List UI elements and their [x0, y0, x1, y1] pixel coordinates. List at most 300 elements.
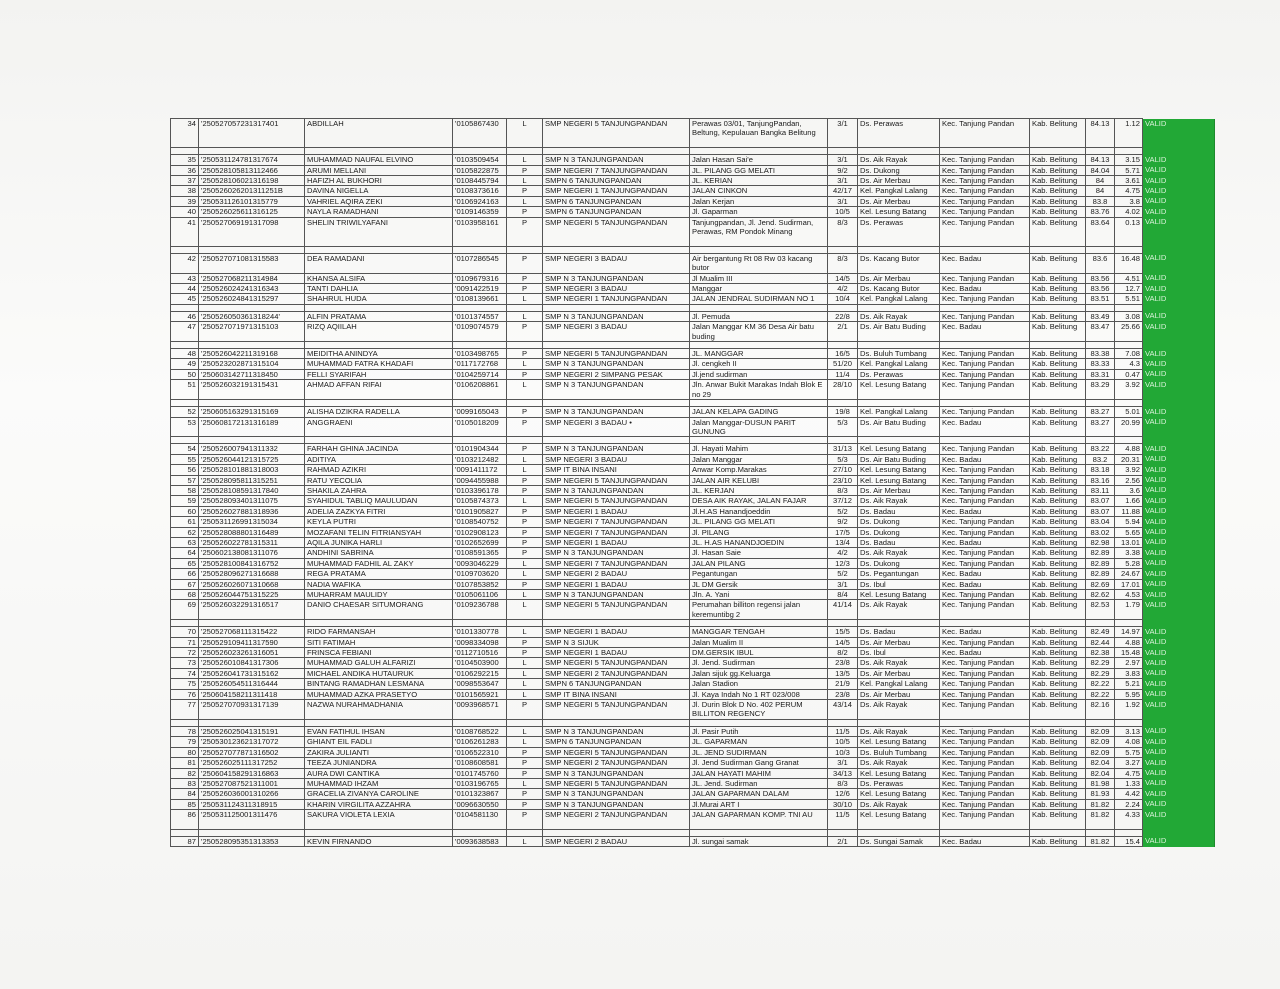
- row-number-cell: 58: [171, 485, 199, 495]
- address-cell: DESA AIK RAYAK, JALAN FAJAR: [690, 496, 828, 506]
- rt-rw-cell: 42/17: [828, 186, 858, 196]
- spacer-cell: [507, 719, 543, 726]
- table-row: [171, 778, 1215, 788]
- nisn-cell: '0112710516: [453, 648, 507, 658]
- gender-cell: L: [507, 558, 543, 568]
- status-badge-cell: VALID: [1143, 165, 1215, 175]
- district-cell: Kec. Tanjung Pandan: [940, 668, 1030, 678]
- address-cell: JALAN JENDRAL SUDIRMAN NO 1: [690, 294, 828, 304]
- village-cell: Ds. Air Merbau: [858, 637, 940, 647]
- table-row: [171, 789, 1215, 799]
- rt-rw-cell: 5/3: [828, 454, 858, 464]
- village-cell: Ds. Air Merbau: [858, 273, 940, 283]
- spacer-cell: [690, 620, 828, 627]
- row-number-cell: 87: [171, 836, 199, 846]
- distance-cell: 4.53: [1115, 590, 1143, 600]
- district-cell: Kec. Tanjung Pandan: [940, 590, 1030, 600]
- row-number-cell: 46: [171, 311, 199, 321]
- origin-school-cell: SMP N 3 TANJUNGPANDAN: [543, 444, 690, 454]
- distance-cell: 0.47: [1115, 369, 1143, 379]
- spacer-cell: [1030, 719, 1086, 726]
- nisn-cell: '0109074579: [453, 322, 507, 342]
- row-number-cell: 42: [171, 253, 199, 273]
- distance-cell: 3.38: [1115, 548, 1143, 558]
- address-cell: Jl. cengkeh II: [690, 359, 828, 369]
- address-cell: JL. PILANG GG MELATI: [690, 517, 828, 527]
- district-cell: Kec. Tanjung Pandan: [940, 737, 1030, 747]
- origin-school-cell: SMPN 6 TANJUNGPANDAN: [543, 176, 690, 186]
- nisn-cell: '0107286545: [453, 253, 507, 273]
- row-number-cell: 38: [171, 186, 199, 196]
- row-number-cell: 43: [171, 273, 199, 283]
- registration-number-cell: '250526027881318936: [199, 506, 305, 516]
- spacer-cell: [1030, 620, 1086, 627]
- row-number-cell: 44: [171, 284, 199, 294]
- status-badge-cell: VALID: [1143, 600, 1215, 620]
- nisn-cell: '0103396178: [453, 485, 507, 495]
- spacer-cell: [171, 829, 199, 836]
- gender-cell: P: [507, 758, 543, 768]
- spacer-cell: [1115, 620, 1143, 627]
- district-cell: Kec. Tanjung Pandan: [940, 207, 1030, 217]
- student-name-cell: SAKURA VIOLETA LEXIA: [305, 810, 453, 830]
- address-cell: Jl.Murai ART I: [690, 799, 828, 809]
- status-badge-cell: VALID: [1143, 207, 1215, 217]
- regency-cell: Kab. Belitung: [1030, 475, 1086, 485]
- regency-cell: Kab. Belitung: [1030, 778, 1086, 788]
- nisn-cell: '0106261283: [453, 737, 507, 747]
- student-name-cell: ADITIYA: [305, 454, 453, 464]
- score-cell: 82.09: [1086, 726, 1115, 736]
- spacer-cell: [171, 437, 199, 444]
- rt-rw-cell: 10/5: [828, 737, 858, 747]
- rt-rw-cell: 41/14: [828, 600, 858, 620]
- table-row: [171, 359, 1215, 369]
- nisn-cell: '0103509454: [453, 155, 507, 165]
- student-name-cell: MUHAMMAD GALUH ALFARIZI: [305, 658, 453, 668]
- row-number-cell: 76: [171, 689, 199, 699]
- distance-cell: 5.28: [1115, 558, 1143, 568]
- origin-school-cell: SMP NEGERI 5 TANJUNGPANDAN: [543, 119, 690, 148]
- table-row: [171, 517, 1215, 527]
- status-badge-cell: VALID: [1143, 475, 1215, 485]
- registration-number-cell: '250526007941311332: [199, 444, 305, 454]
- district-cell: Kec. Tanjung Pandan: [940, 517, 1030, 527]
- spacer-cell: [305, 437, 453, 444]
- row-number-cell: 73: [171, 658, 199, 668]
- village-cell: Ds. Air Merbau: [858, 668, 940, 678]
- nisn-cell: '0101374557: [453, 311, 507, 321]
- spacer-cell: [858, 246, 940, 253]
- nisn-cell: '0105061106: [453, 590, 507, 600]
- spacer-cell: [507, 246, 543, 253]
- regency-cell: Kab. Belitung: [1030, 648, 1086, 658]
- village-cell: Kel. Lesung Batang: [858, 444, 940, 454]
- spacer-cell: [858, 437, 940, 444]
- nisn-cell: '0099165043: [453, 407, 507, 417]
- distance-cell: 15.48: [1115, 648, 1143, 658]
- registration-number-cell: '250528100841316752: [199, 558, 305, 568]
- nisn-cell: '0101745760: [453, 768, 507, 778]
- row-number-cell: 79: [171, 737, 199, 747]
- registration-number-cell: '250528095811315251: [199, 475, 305, 485]
- spacer-cell: [543, 829, 690, 836]
- status-badge-cell: VALID: [1143, 627, 1215, 637]
- registration-number-cell: '250526024241316343: [199, 284, 305, 294]
- status-badge-cell: VALID: [1143, 648, 1215, 658]
- nisn-cell: '0101565921: [453, 689, 507, 699]
- row-number-cell: 70: [171, 627, 199, 637]
- spacer-cell: [858, 829, 940, 836]
- district-cell: Kec. Tanjung Pandan: [940, 407, 1030, 417]
- origin-school-cell: SMP NEGERI 5 TANJUNGPANDAN: [543, 600, 690, 620]
- status-badge-cell: VALID: [1143, 176, 1215, 186]
- spacer-cell: [199, 148, 305, 155]
- regency-cell: Kab. Belitung: [1030, 537, 1086, 547]
- spacer-cell: [940, 246, 1030, 253]
- status-badge-cell: VALID: [1143, 668, 1215, 678]
- status-badge-cell: VALID: [1143, 527, 1215, 537]
- district-cell: Kec. Tanjung Pandan: [940, 789, 1030, 799]
- address-cell: JALAN GAPARMAN KOMP. TNI AU: [690, 810, 828, 830]
- gender-cell: P: [507, 444, 543, 454]
- village-cell: Ds. Air Merbau: [858, 176, 940, 186]
- district-cell: Kec. Tanjung Pandan: [940, 548, 1030, 558]
- table-body: [171, 119, 1215, 847]
- spacer-cell: [1030, 304, 1086, 311]
- gender-cell: P: [507, 648, 543, 658]
- row-number-cell: 41: [171, 217, 199, 246]
- nisn-cell: '0106208861: [453, 380, 507, 400]
- row-number-cell: 37: [171, 176, 199, 186]
- gender-cell: L: [507, 668, 543, 678]
- table-row: [171, 253, 1215, 273]
- spacer-cell: [1143, 400, 1215, 407]
- village-cell: Ds. Dukong: [858, 517, 940, 527]
- registration-number-cell: '250526044751315225: [199, 590, 305, 600]
- regency-cell: Kab. Belitung: [1030, 726, 1086, 736]
- gender-cell: P: [507, 322, 543, 342]
- student-name-cell: SYAHIDUL TABLIQ MAULUDAN: [305, 496, 453, 506]
- distance-cell: 17.01: [1115, 579, 1143, 589]
- table-row: [171, 176, 1215, 186]
- origin-school-cell: SMP NEGERI 7 TANJUNGPANDAN: [543, 527, 690, 537]
- village-cell: Ds. Aik Rayak: [858, 726, 940, 736]
- gender-cell: P: [507, 417, 543, 437]
- rt-rw-cell: 3/1: [828, 579, 858, 589]
- gender-cell: P: [507, 747, 543, 757]
- spacer-cell: [690, 148, 828, 155]
- spacer-cell: [1086, 342, 1115, 349]
- distance-cell: 3.61: [1115, 176, 1143, 186]
- regency-cell: Kab. Belitung: [1030, 496, 1086, 506]
- distance-cell: 11.88: [1115, 506, 1143, 516]
- row-number-cell: 56: [171, 465, 199, 475]
- registration-number-cell: '250526032291316517: [199, 600, 305, 620]
- status-badge-cell: VALID: [1143, 726, 1215, 736]
- origin-school-cell: SMP N 3 TANJUNGPANDAN: [543, 155, 690, 165]
- village-cell: Kel. Lesung Batang: [858, 737, 940, 747]
- gender-cell: L: [507, 496, 543, 506]
- spacer-cell: [828, 620, 858, 627]
- village-cell: Ds. Perawas: [858, 778, 940, 788]
- status-badge-cell: VALID: [1143, 311, 1215, 321]
- spacer-cell: [828, 719, 858, 726]
- spacer-cell: [1115, 246, 1143, 253]
- address-cell: JL. Jend. Sudirman: [690, 778, 828, 788]
- gender-cell: L: [507, 590, 543, 600]
- spacer-cell: [1143, 620, 1215, 627]
- table-row: [171, 506, 1215, 516]
- score-cell: 82.62: [1086, 590, 1115, 600]
- registration-number-cell: '250526032191315431: [199, 380, 305, 400]
- distance-cell: 4.75: [1115, 186, 1143, 196]
- gender-cell: L: [507, 454, 543, 464]
- student-name-cell: ZAKIRA JULIANTI: [305, 747, 453, 757]
- district-cell: Kec. Badau: [940, 569, 1030, 579]
- nisn-cell: '0108373616: [453, 186, 507, 196]
- spacer-cell: [940, 620, 1030, 627]
- table-row: [171, 322, 1215, 342]
- regency-cell: Kab. Belitung: [1030, 637, 1086, 647]
- origin-school-cell: SMP IT BINA INSANI: [543, 689, 690, 699]
- nisn-cell: '0098334098: [453, 637, 507, 647]
- nisn-cell: '0102908123: [453, 527, 507, 537]
- nisn-cell: '0109146359: [453, 207, 507, 217]
- gender-cell: P: [507, 506, 543, 516]
- spacer-cell: [453, 829, 507, 836]
- status-badge-cell: VALID: [1143, 119, 1215, 148]
- status-badge-cell: VALID: [1143, 700, 1215, 720]
- registration-number-cell: '250531125001311476: [199, 810, 305, 830]
- district-cell: Kec. Tanjung Pandan: [940, 165, 1030, 175]
- distance-cell: 13.01: [1115, 537, 1143, 547]
- score-cell: 83.18: [1086, 465, 1115, 475]
- village-cell: Kel. Pangkal Lalang: [858, 294, 940, 304]
- regency-cell: Kab. Belitung: [1030, 569, 1086, 579]
- score-cell: 82.49: [1086, 627, 1115, 637]
- gender-cell: L: [507, 600, 543, 620]
- rt-rw-cell: 22/8: [828, 311, 858, 321]
- rt-rw-cell: 8/3: [828, 253, 858, 273]
- regency-cell: Kab. Belitung: [1030, 627, 1086, 637]
- spacer-cell: [858, 304, 940, 311]
- address-cell: Perawas 03/01, TanjungPandan, Beltung, Kepulauan Bangka Belitung: [690, 119, 828, 148]
- status-badge-cell: VALID: [1143, 548, 1215, 558]
- student-name-cell: DANIO CHAESAR SITUMORANG: [305, 600, 453, 620]
- origin-school-cell: SMP NEGERI 5 TANJUNGPANDAN: [543, 496, 690, 506]
- registration-number-cell: '250527070931317139: [199, 700, 305, 720]
- score-cell: 81.82: [1086, 810, 1115, 830]
- distance-cell: 1.92: [1115, 700, 1143, 720]
- distance-cell: 5.65: [1115, 527, 1143, 537]
- regency-cell: Kab. Belitung: [1030, 517, 1086, 527]
- gender-cell: L: [507, 359, 543, 369]
- regency-cell: Kab. Belitung: [1030, 369, 1086, 379]
- nisn-cell: '0093638583: [453, 836, 507, 846]
- distance-cell: 4.3: [1115, 359, 1143, 369]
- status-badge-cell: VALID: [1143, 454, 1215, 464]
- origin-school-cell: SMPN 6 TANJUNGPANDAN: [543, 207, 690, 217]
- regency-cell: Kab. Belitung: [1030, 380, 1086, 400]
- spacer-cell: [940, 829, 1030, 836]
- origin-school-cell: SMP NEGERI 1 BADAU: [543, 648, 690, 658]
- status-badge-cell: VALID: [1143, 485, 1215, 495]
- gender-cell: L: [507, 778, 543, 788]
- spacer-cell: [828, 437, 858, 444]
- nisn-cell: '0107853852: [453, 579, 507, 589]
- row-number-cell: 66: [171, 569, 199, 579]
- row-number-cell: 54: [171, 444, 199, 454]
- status-badge-cell: VALID: [1143, 778, 1215, 788]
- rt-rw-cell: 11/4: [828, 369, 858, 379]
- spacer-cell: [1086, 400, 1115, 407]
- student-name-cell: DAVINA NIGELLA: [305, 186, 453, 196]
- distance-cell: 5.94: [1115, 517, 1143, 527]
- address-cell: Perumahan billiton regensi jalan keremuntibg 2: [690, 600, 828, 620]
- spacer-cell: [828, 148, 858, 155]
- spacer-cell: [1030, 400, 1086, 407]
- gender-cell: P: [507, 349, 543, 359]
- village-cell: Kel. Pangkal Lalang: [858, 186, 940, 196]
- nisn-cell: '0108591365: [453, 548, 507, 558]
- student-name-cell: MUHAMMAD NAUFAL ELVINO: [305, 155, 453, 165]
- student-name-cell: MICHAEL ANDIKA HUTAURUK: [305, 668, 453, 678]
- status-badge-cell: VALID: [1143, 186, 1215, 196]
- spacer-cell: [1115, 400, 1143, 407]
- score-cell: 84.04: [1086, 165, 1115, 175]
- student-name-cell: GHIANT EIL FADLI: [305, 737, 453, 747]
- registration-number-cell: '250527071081315583: [199, 253, 305, 273]
- origin-school-cell: SMP N 3 TANJUNGPANDAN: [543, 799, 690, 809]
- district-cell: Kec. Tanjung Pandan: [940, 485, 1030, 495]
- spacer-cell: [543, 620, 690, 627]
- district-cell: Kec. Badau: [940, 253, 1030, 273]
- origin-school-cell: SMP N 3 TANJUNGPANDAN: [543, 548, 690, 558]
- score-cell: 82.98: [1086, 537, 1115, 547]
- spacer-cell: [858, 400, 940, 407]
- student-name-cell: FELLI SYARIFAH: [305, 369, 453, 379]
- table-row: [171, 648, 1215, 658]
- rt-rw-cell: 28/10: [828, 380, 858, 400]
- spacer-cell: [1143, 437, 1215, 444]
- spacer-cell: [453, 620, 507, 627]
- student-name-cell: KHANSA ALSIFA: [305, 273, 453, 283]
- address-cell: DM.GERSIK IBUL: [690, 648, 828, 658]
- origin-school-cell: SMP N 3 TANJUNGPANDAN: [543, 768, 690, 778]
- origin-school-cell: SMP NEGERI 2 TANJUNGPANDAN: [543, 810, 690, 830]
- gender-cell: L: [507, 294, 543, 304]
- rt-rw-cell: 3/1: [828, 176, 858, 186]
- distance-cell: 3.15: [1115, 155, 1143, 165]
- score-cell: 83.07: [1086, 506, 1115, 516]
- origin-school-cell: SMP NEGERI 2 BADAU: [543, 836, 690, 846]
- nisn-cell: '0091422519: [453, 284, 507, 294]
- spacer-cell: [543, 246, 690, 253]
- registration-number-cell: '250526022781315311: [199, 537, 305, 547]
- registration-number-cell: '250527069191317098: [199, 217, 305, 246]
- row-number-cell: 67: [171, 579, 199, 589]
- origin-school-cell: SMP N 3 TANJUNGPANDAN: [543, 407, 690, 417]
- registration-number-cell: '250526041731315162: [199, 668, 305, 678]
- row-number-cell: 65: [171, 558, 199, 568]
- regency-cell: Kab. Belitung: [1030, 836, 1086, 846]
- village-cell: Kel. Lesung Batang: [858, 768, 940, 778]
- rt-rw-cell: 11/5: [828, 726, 858, 736]
- status-badge-cell: VALID: [1143, 273, 1215, 283]
- district-cell: Kec. Tanjung Pandan: [940, 637, 1030, 647]
- student-name-cell: ABDILLAH: [305, 119, 453, 148]
- gender-cell: L: [507, 679, 543, 689]
- district-cell: Kec. Tanjung Pandan: [940, 186, 1030, 196]
- regency-cell: Kab. Belitung: [1030, 579, 1086, 589]
- spacer-cell: [305, 304, 453, 311]
- address-cell: JL. KERIAN: [690, 176, 828, 186]
- distance-cell: 4.75: [1115, 768, 1143, 778]
- row-number-cell: 51: [171, 380, 199, 400]
- student-name-cell: SITI FATIMAH: [305, 637, 453, 647]
- score-cell: 83.02: [1086, 527, 1115, 537]
- address-cell: JALAN AIR KELUBI: [690, 475, 828, 485]
- origin-school-cell: SMP NEGERI 5 TANJUNGPANDAN: [543, 349, 690, 359]
- score-cell: 83.6: [1086, 253, 1115, 273]
- rt-rw-cell: 17/5: [828, 527, 858, 537]
- spacer-cell: [305, 620, 453, 627]
- rt-rw-cell: 12/6: [828, 789, 858, 799]
- village-cell: Ds. Perawas: [858, 217, 940, 246]
- rt-rw-cell: 14/5: [828, 273, 858, 283]
- table-row: [171, 311, 1215, 321]
- address-cell: Jl. sungai samak: [690, 836, 828, 846]
- registration-number-cell: '250528093401311075: [199, 496, 305, 506]
- table-row: [171, 207, 1215, 217]
- student-name-cell: MOZAFANI TELIN FITRIANSYAH: [305, 527, 453, 537]
- regency-cell: Kab. Belitung: [1030, 176, 1086, 186]
- gender-cell: P: [507, 284, 543, 294]
- regency-cell: Kab. Belitung: [1030, 758, 1086, 768]
- spacer-cell: [453, 304, 507, 311]
- district-cell: Kec. Tanjung Pandan: [940, 778, 1030, 788]
- origin-school-cell: SMP NEGERI 1 BADAU: [543, 506, 690, 516]
- distance-cell: 2.24: [1115, 799, 1143, 809]
- origin-school-cell: SMP NEGERI 3 BADAU •: [543, 417, 690, 437]
- address-cell: JL. KERJAN: [690, 485, 828, 495]
- origin-school-cell: SMP NEGERI 5 TANJUNGPANDAN: [543, 778, 690, 788]
- spacer-cell: [543, 148, 690, 155]
- distance-cell: 1.66: [1115, 496, 1143, 506]
- spacer-cell: [543, 437, 690, 444]
- village-cell: Kel. Lesung Batang: [858, 810, 940, 830]
- spacer-cell: [1086, 246, 1115, 253]
- score-cell: 83.2: [1086, 454, 1115, 464]
- status-badge-cell: VALID: [1143, 417, 1215, 437]
- rt-rw-cell: 2/1: [828, 322, 858, 342]
- gender-cell: P: [507, 700, 543, 720]
- rt-rw-cell: 13/4: [828, 537, 858, 547]
- nisn-cell: '0102652699: [453, 537, 507, 547]
- regency-cell: Kab. Belitung: [1030, 217, 1086, 246]
- row-number-cell: 83: [171, 778, 199, 788]
- district-cell: Kec. Tanjung Pandan: [940, 679, 1030, 689]
- student-name-cell: ANGGRAENI: [305, 417, 453, 437]
- row-spacer: [171, 719, 1215, 726]
- row-number-cell: 63: [171, 537, 199, 547]
- nisn-cell: '0103196765: [453, 778, 507, 788]
- gender-cell: P: [507, 253, 543, 273]
- nisn-cell: '0106522310: [453, 747, 507, 757]
- spacer-cell: [1143, 342, 1215, 349]
- score-cell: 83.38: [1086, 349, 1115, 359]
